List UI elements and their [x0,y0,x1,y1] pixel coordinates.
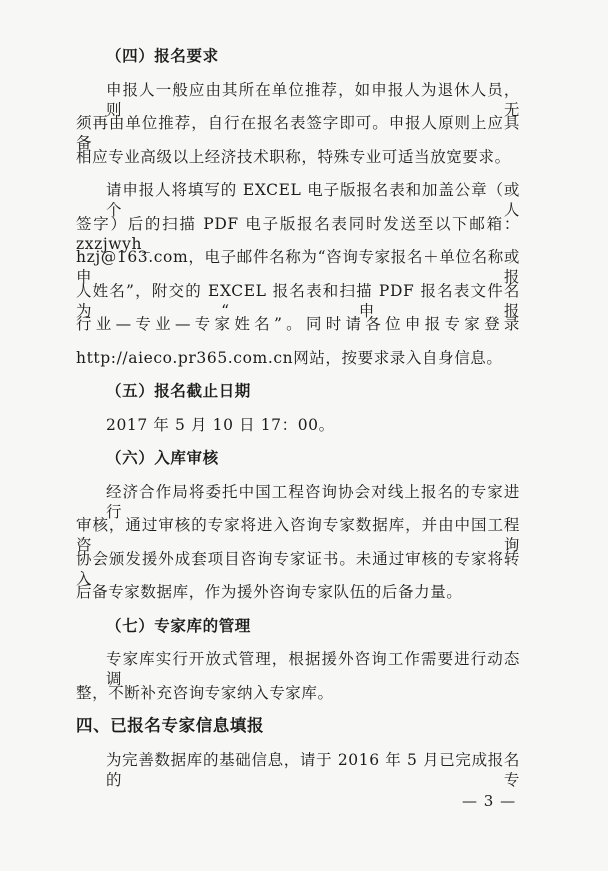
paragraph-line: 专家库实行开放式管理，根据援外咨询工作需要进行动态调 [106,650,520,688]
paragraph-line: 相应专业高级以上经济技术职称，特殊专业可适当放宽要求。 [76,148,511,166]
subheading-deadline: （五）报名截止日期 [106,381,251,400]
paragraph-line: 签字）后的扫描 PDF 电子版报名表同时发送至以下邮箱：zxzjwyh_ [76,215,520,253]
paragraph-line: 协会颁发援外成套项目咨询专家证书。未通过审核的专家将转入 [76,550,520,588]
paragraph-line: 须再由单位推荐，自行在报名表签字即可。申报人原则上应具备 [76,114,520,152]
paragraph-line: 为完善数据库的基础信息，请于 2016 年 5 月已完成报名的专 [106,751,520,789]
paragraph-line: hzj@163.com，电子邮件名称为“咨询专家报名＋单位名称或申报 [76,248,520,286]
paragraph-line: 人姓名”，附交的 EXCEL 报名表和扫描 PDF 报名表文件名为“申报 [76,282,520,320]
paragraph-line: 请申报人将填写的 EXCEL 电子版报名表和加盖公章（或个人 [106,181,520,219]
paragraph-line: http://aieco.pr365.com.cn网站，按要求录入自身信息。 [76,349,503,367]
paragraph-line: 行业—专业—专家姓名”。同时请各位申报专家登录 [76,315,520,333]
paragraph-line: 整，不断补充咨询专家纳入专家库。 [76,684,334,702]
subheading-registration-requirements: （四）报名要求 [106,46,219,65]
paragraph-line: 经济合作局将委托中国工程咨询协会对线上报名的专家进行 [106,483,520,521]
section-heading-info-fill: 四、已报名专家信息填报 [76,716,265,735]
paragraph-line: 申报人一般应由其所在单位推荐，如申报人为退休人员，则无 [106,81,520,119]
paragraph-line: 后备专家数据库，作为援外咨询专家队伍的后备力量。 [76,583,463,601]
subheading-expert-pool-management: （七）专家库的管理 [106,616,251,635]
paragraph-line: 审核，通过审核的专家将进入咨询专家数据库，并由中国工程咨询 [76,516,520,554]
page-number: — 3 — [462,792,517,810]
subheading-review: （六）入库审核 [106,448,219,467]
deadline-date: 2017 年 5 月 10 日 17：00。 [106,416,335,434]
